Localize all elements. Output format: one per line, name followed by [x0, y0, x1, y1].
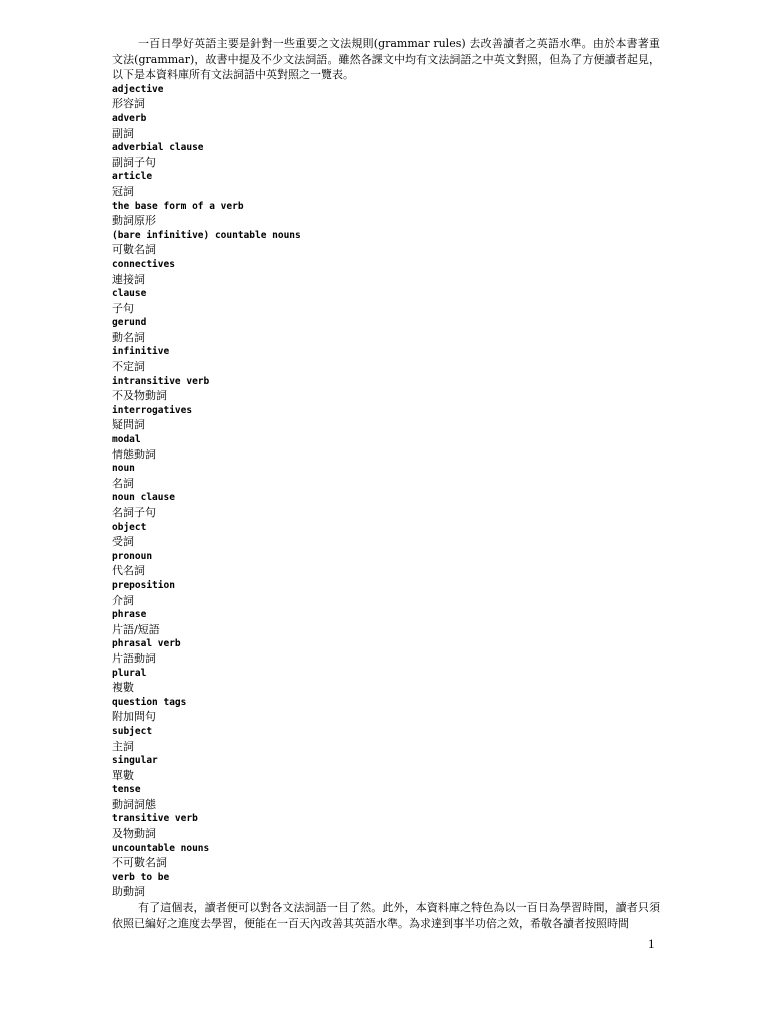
glossary-term-chinese: 動詞詞態: [112, 797, 156, 811]
glossary-term-english: interrogatives: [112, 404, 193, 416]
glossary-term-english: the base form of a verb: [112, 200, 244, 212]
glossary-term-chinese: 助動詞: [112, 885, 145, 899]
glossary-term-chinese: 疑問詞: [112, 418, 145, 432]
glossary-term-chinese: 形容詞: [112, 97, 145, 111]
glossary-term-chinese: 及物動詞: [112, 827, 156, 841]
glossary-term-english: adjective: [112, 83, 164, 95]
glossary-entry: [112, 112, 660, 141]
glossary-term-english: preposition: [112, 579, 175, 591]
glossary-entry: [112, 550, 660, 579]
glossary-term-english: pronoun: [112, 550, 153, 562]
glossary-term-chinese: 子句: [112, 301, 134, 315]
glossary-entry: [112, 521, 660, 550]
glossary-term-chinese: 附加問句: [112, 710, 156, 724]
glossary-entry: [112, 725, 660, 754]
glossary-term-chinese: 情態動詞: [112, 447, 156, 461]
intro-paragraph: 一百日學好英語主要是針對一些重要之文法規則(grammar rules) 去改善讀者之英語水準。由於本書著重文法(grammar)，故書中提及不少文法詞語。雖然各課文中均有文法詞語之中英文對照，但為了方便讀者起見，以下是本資料庫所有文法詞語中英對照之一覽表。: [112, 37, 660, 82]
glossary-term-chinese: 片語/短語: [112, 622, 160, 636]
glossary-term-english: plural: [112, 667, 147, 679]
glossary-term-chinese: 動詞原形: [112, 214, 156, 228]
glossary-term-english: noun: [112, 463, 135, 475]
glossary-term-english: object: [112, 521, 147, 533]
glossary-entry: [112, 287, 660, 316]
glossary-entry: [112, 316, 660, 345]
glossary-term-english: subject: [112, 725, 153, 737]
glossary-entry: [112, 229, 660, 258]
glossary-entry: [112, 258, 660, 287]
outro-paragraph: 有了這個表，讀者便可以對各文法詞語一目了然。此外，本資料庫之特色為以一百日為學習時間，讀者只須依照已編好之進度去學習，便能在一百天內改善其英語水準。為求達到事半功倍之效，希敬各讀者按照時間: [112, 901, 660, 930]
glossary-term-chinese: 名詞子句: [112, 506, 156, 519]
glossary-term-english: adverbial clause: [112, 142, 204, 154]
glossary-entry: [112, 491, 660, 520]
glossary-entry: [112, 608, 660, 637]
glossary-entry: [112, 812, 660, 841]
document-page: [112, 36, 660, 931]
glossary-term-chinese: 可數名詞: [112, 243, 156, 257]
glossary-term-chinese: 動名詞: [112, 330, 145, 344]
glossary-term-chinese: 冠詞: [112, 184, 134, 198]
glossary-entry: [112, 200, 660, 229]
glossary-term-chinese: 不定詞: [112, 360, 145, 374]
glossary-term-english: intransitive verb: [112, 375, 210, 387]
glossary-term-english: connectives: [112, 258, 175, 270]
glossary-term-english: transitive verb: [112, 813, 198, 825]
glossary-term-chinese: 名詞: [112, 476, 134, 490]
page-number: 1: [648, 936, 655, 951]
glossary-term-chinese: 副詞: [112, 126, 134, 140]
glossary-entry: [112, 141, 660, 170]
glossary-term-english: verb to be: [112, 871, 170, 883]
glossary-term-english: question tags: [112, 696, 187, 708]
glossary-entry: [112, 83, 660, 112]
glossary-entry: [112, 783, 660, 812]
glossary-entry: [112, 433, 660, 462]
glossary-term-chinese: 代名詞: [112, 564, 145, 578]
glossary-term-english: article: [112, 171, 153, 183]
glossary-term-chinese: 連接詞: [112, 272, 145, 286]
glossary-entry: [112, 345, 660, 374]
glossary-term-chinese: 複數: [112, 681, 134, 695]
glossary-term-chinese: 單數: [112, 768, 134, 782]
glossary-term-english: modal: [112, 434, 141, 446]
glossary-term-english: phrasal verb: [112, 638, 181, 650]
glossary-entry: [112, 637, 660, 666]
glossary-term-chinese: 片語動詞: [112, 651, 156, 665]
glossary-term-english: adverb: [112, 112, 147, 124]
glossary-entry: [112, 754, 660, 783]
glossary-entry: [112, 170, 660, 199]
glossary-term-english: uncountable nouns: [112, 842, 210, 854]
glossary-term-english: noun clause: [112, 492, 175, 504]
glossary-term-english: clause: [112, 288, 147, 300]
glossary-term-chinese: 主詞: [112, 739, 134, 753]
glossary-term-chinese: 副詞子句: [112, 155, 156, 169]
glossary-entry: [112, 667, 660, 696]
glossary-entry: [112, 375, 660, 404]
glossary-term-english: singular: [112, 755, 158, 767]
glossary-entry: [112, 842, 660, 871]
glossary-term-english: (bare infinitive) countable nouns: [112, 229, 301, 241]
glossary-term-english: gerund: [112, 317, 147, 329]
glossary-term-english: tense: [112, 784, 141, 796]
glossary-term-chinese: 介詞: [112, 593, 134, 607]
glossary-term-chinese: 受詞: [112, 535, 134, 549]
glossary-term-english: infinitive: [112, 346, 170, 358]
glossary-entry: [112, 696, 660, 725]
glossary-entry: [112, 871, 660, 900]
glossary-term-english: phrase: [112, 609, 147, 621]
glossary-term-chinese: 不及物動詞: [112, 389, 167, 403]
glossary-entry: [112, 404, 660, 433]
glossary-list: [112, 83, 660, 900]
glossary-entry: [112, 462, 660, 491]
glossary-entry: [112, 579, 660, 608]
glossary-term-chinese: 不可數名詞: [112, 856, 167, 870]
